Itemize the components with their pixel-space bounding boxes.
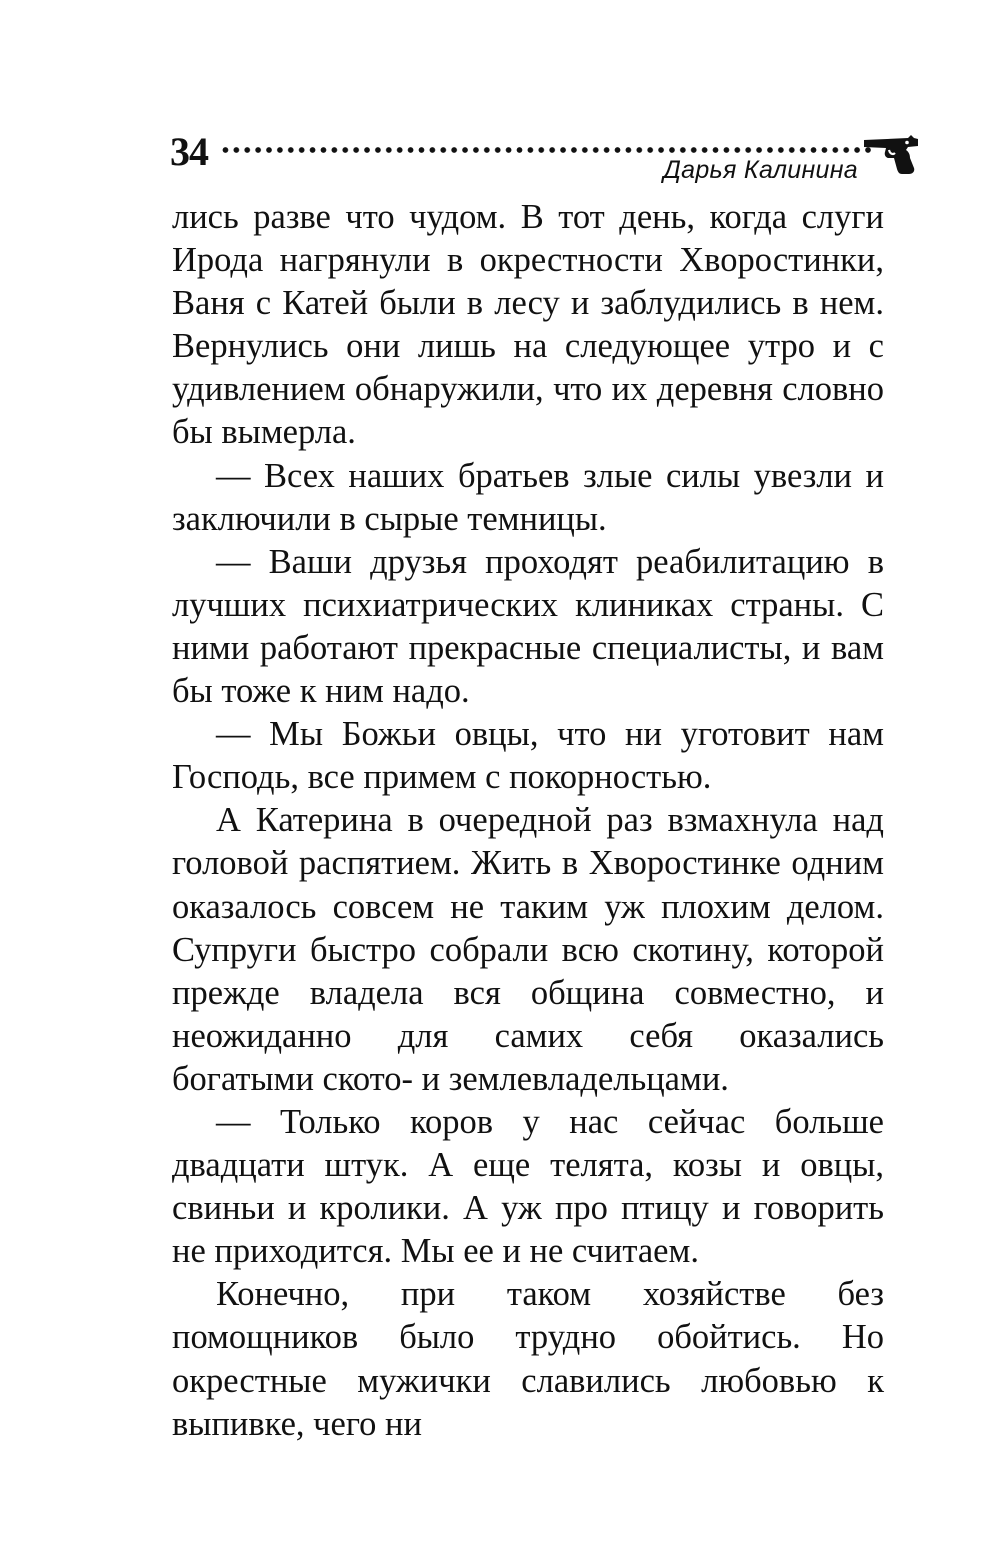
page-text bbox=[172, 196, 884, 1446]
paragraph: — Ваши друзья проходят реабилитацию в лучших психиатрических клиниках страны. С ними работают прекрасные специалисты, и вам бы тоже к ним надо. bbox=[172, 542, 884, 711]
paragraph: Конечно, при таком хозяйстве без помощников было трудно обойтись. Но окрестные мужички славились любовью к выпивке, чего ни bbox=[172, 1275, 884, 1443]
paragraph: А Катерина в очередной раз взмахнула над головой распятием. Жить в Хворостинке одним оказалось совсем не таким уж плохим делом. Супруги быстро собрали всю скотину, которой прежде владела вся община совместно, и неожиданно для самих себя оказались богатыми ското- и землевладельцами. bbox=[172, 801, 884, 1098]
paragraph: — Мы Божьи овцы, что ни уготовит нам Господь, все примем с покорностью. bbox=[172, 715, 884, 797]
pistol-icon bbox=[862, 134, 920, 176]
paragraph: — Только коров у нас сейчас больше двадцати штук. А еще телята, козы и овцы, свиньи и кролики. А уж про птицу и говорить не приходится. Мы ее и не считаем. bbox=[172, 1102, 884, 1271]
running-header bbox=[0, 0, 1000, 200]
dot-leader bbox=[220, 146, 872, 154]
page-number: 34 bbox=[170, 129, 208, 174]
paragraph: лись разве что чудом. В тот день, когда слуги Ирода нагрянули в окрестности Хворостинки, Ваня с Катей были в лесу и заблудились в нем. Вернулись они лишь на следующее утро и с удивлением обнаружили, что их деревня словно бы вымерла. bbox=[172, 198, 884, 452]
paragraph: — Всех наших братьев злые силы увезли и заключили в сырые темницы. bbox=[172, 456, 884, 538]
running-header-author: Дарья Калинина bbox=[663, 156, 858, 184]
